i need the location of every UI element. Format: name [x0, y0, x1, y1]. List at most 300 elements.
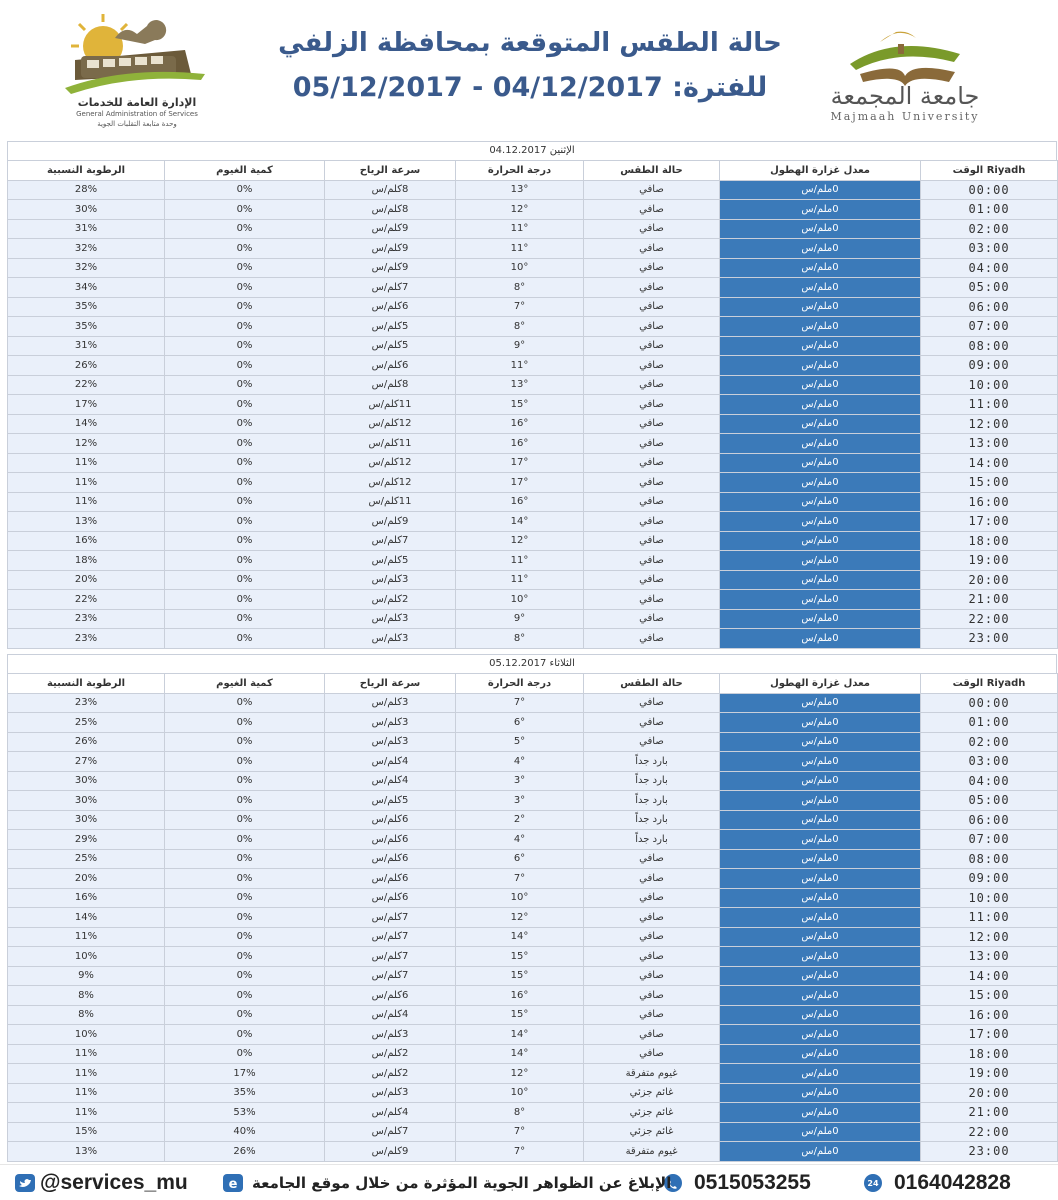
cell-humidity: 8%	[8, 1005, 165, 1025]
cell-rain: 0ملم/س	[720, 869, 921, 889]
table-row	[8, 1083, 1058, 1103]
cell-humidity: 34%	[8, 278, 165, 298]
column-header-temp: درجة الحرارة	[456, 161, 584, 181]
cell-rain: 0ملم/س	[720, 297, 921, 317]
cell-cloud: 0%	[165, 810, 325, 830]
cell-humidity: 20%	[8, 869, 165, 889]
table-row	[8, 473, 1058, 493]
cell-humidity: 9%	[8, 966, 165, 986]
cell-rain: 0ملم/س	[720, 752, 921, 772]
cell-time: 17:00	[921, 1025, 1058, 1045]
forecast-period	[250, 72, 810, 103]
cell-time: 03:00	[921, 239, 1058, 259]
cell-rain: 0ملم/س	[720, 908, 921, 928]
cell-humidity: 30%	[8, 791, 165, 811]
cell-temp: 10°	[456, 590, 584, 610]
cell-rain: 0ملم/س	[720, 1122, 921, 1142]
table-row	[8, 849, 1058, 869]
table-row	[8, 395, 1058, 415]
cell-humidity: 10%	[8, 947, 165, 967]
table-row	[8, 239, 1058, 259]
cell-time: 02:00	[921, 732, 1058, 752]
cell-humidity: 27%	[8, 752, 165, 772]
column-header-time: Riyadh الوقت	[921, 674, 1058, 694]
cell-wind: 3كلم/س	[325, 1025, 456, 1045]
cell-rain: 0ملم/س	[720, 180, 921, 200]
cell-cloud: 0%	[165, 732, 325, 752]
forecast-day-monday	[7, 141, 1057, 649]
cell-wind: 3كلم/س	[325, 713, 456, 733]
cell-temp: 15°	[456, 947, 584, 967]
table-row	[8, 966, 1058, 986]
cell-cloud: 35%	[165, 1083, 325, 1103]
cell-wind: 7كلم/س	[325, 947, 456, 967]
cell-time: 14:00	[921, 966, 1058, 986]
cell-condition: بارد جداً	[584, 830, 720, 850]
cell-time: 09:00	[921, 356, 1058, 376]
cell-wind: 12كلم/س	[325, 473, 456, 493]
cell-time: 13:00	[921, 434, 1058, 454]
cell-condition: صافي	[584, 966, 720, 986]
column-header-condition: حالة الطقس	[584, 674, 720, 694]
cell-temp: 15°	[456, 1005, 584, 1025]
cell-humidity: 30%	[8, 810, 165, 830]
cell-time: 08:00	[921, 849, 1058, 869]
cell-wind: 5كلم/س	[325, 336, 456, 356]
cell-cloud: 0%	[165, 180, 325, 200]
university-name-ar: جامعة المجمعة	[830, 82, 980, 110]
cell-condition: صافي	[584, 551, 720, 571]
cell-humidity: 23%	[8, 629, 165, 649]
cell-wind: 7كلم/س	[325, 1122, 456, 1142]
table-row	[8, 791, 1058, 811]
table-row	[8, 1064, 1058, 1084]
table-row	[8, 810, 1058, 830]
cell-humidity: 11%	[8, 473, 165, 493]
page-footer	[0, 1164, 1058, 1200]
cell-condition: صافي	[584, 609, 720, 629]
phone-number-whatsapp[interactable]: 0515053255	[694, 1171, 811, 1194]
table-row	[8, 297, 1058, 317]
cell-cloud: 0%	[165, 966, 325, 986]
table-row	[8, 200, 1058, 220]
cell-time: 23:00	[921, 1142, 1058, 1162]
cell-humidity: 28%	[8, 180, 165, 200]
cell-cloud: 0%	[165, 531, 325, 551]
cell-condition: صافي	[584, 570, 720, 590]
cell-wind: 9كلم/س	[325, 1142, 456, 1162]
table-row	[8, 986, 1058, 1006]
cell-wind: 5كلم/س	[325, 317, 456, 337]
cell-cloud: 0%	[165, 609, 325, 629]
cell-temp: 8°	[456, 317, 584, 337]
table-row	[8, 531, 1058, 551]
cell-wind: 6كلم/س	[325, 356, 456, 376]
cell-condition: صافي	[584, 473, 720, 493]
cell-time: 15:00	[921, 473, 1058, 493]
cell-rain: 0ملم/س	[720, 200, 921, 220]
cell-humidity: 26%	[8, 732, 165, 752]
cell-condition: صافي	[584, 713, 720, 733]
table-row	[8, 1103, 1058, 1123]
cell-wind: 4كلم/س	[325, 1103, 456, 1123]
university-name-en: Majmaah University	[830, 110, 980, 123]
cell-condition: صافي	[584, 947, 720, 967]
cell-condition: صافي	[584, 239, 720, 259]
cell-cloud: 40%	[165, 1122, 325, 1142]
column-header-cloud: كمية الغيوم	[165, 161, 325, 181]
cell-rain: 0ملم/س	[720, 986, 921, 1006]
cell-cloud: 0%	[165, 869, 325, 889]
cell-cloud: 0%	[165, 473, 325, 493]
cell-cloud: 0%	[165, 219, 325, 239]
cell-wind: 8كلم/س	[325, 375, 456, 395]
table-row	[8, 1005, 1058, 1025]
cell-time: 09:00	[921, 869, 1058, 889]
cell-humidity: 25%	[8, 713, 165, 733]
cell-cloud: 0%	[165, 356, 325, 376]
cell-condition: صافي	[584, 356, 720, 376]
cell-humidity: 17%	[8, 395, 165, 415]
cell-rain: 0ملم/س	[720, 375, 921, 395]
table-row	[8, 180, 1058, 200]
cell-rain: 0ملم/س	[720, 1103, 921, 1123]
cell-time: 07:00	[921, 830, 1058, 850]
cell-condition: صافي	[584, 732, 720, 752]
table-row	[8, 317, 1058, 337]
cell-humidity: 14%	[8, 414, 165, 434]
cell-temp: 11°	[456, 356, 584, 376]
column-header-rain: معدل غزارة الهطول	[720, 674, 921, 694]
phone-number-primary[interactable]: 0164042828	[894, 1171, 1011, 1194]
twitter-handle[interactable]: @services_mu	[40, 1171, 188, 1194]
cell-time: 05:00	[921, 791, 1058, 811]
cell-time: 23:00	[921, 629, 1058, 649]
cell-condition: صافي	[584, 375, 720, 395]
table-row	[8, 414, 1058, 434]
page-title: حالة الطقس المتوقعة بمحافظة الزلفي	[278, 28, 782, 58]
cell-rain: 0ملم/س	[720, 317, 921, 337]
cell-temp: 12°	[456, 531, 584, 551]
cell-rain: 0ملم/س	[720, 570, 921, 590]
table-row	[8, 336, 1058, 356]
cell-temp: 13°	[456, 180, 584, 200]
cell-cloud: 0%	[165, 752, 325, 772]
cell-humidity: 32%	[8, 258, 165, 278]
cell-temp: 12°	[456, 908, 584, 928]
table-header-row	[8, 674, 1058, 694]
cell-temp: 11°	[456, 219, 584, 239]
cell-cloud: 0%	[165, 1025, 325, 1045]
open-book-icon	[850, 32, 960, 86]
cell-condition: صافي	[584, 414, 720, 434]
cell-condition: صافي	[584, 278, 720, 298]
cell-cloud: 0%	[165, 1005, 325, 1025]
cell-cloud: 26%	[165, 1142, 325, 1162]
column-header-humidity: الرطوبة النسبية	[8, 161, 165, 181]
cell-rain: 0ملم/س	[720, 1025, 921, 1045]
cell-wind: 8كلم/س	[325, 200, 456, 220]
cell-temp: 12°	[456, 1064, 584, 1084]
cell-condition: غائم جزئي	[584, 1122, 720, 1142]
table-row	[8, 570, 1058, 590]
cell-temp: 5°	[456, 732, 584, 752]
cell-humidity: 10%	[8, 1025, 165, 1045]
cell-wind: 6كلم/س	[325, 810, 456, 830]
cell-cloud: 0%	[165, 258, 325, 278]
cell-humidity: 20%	[8, 570, 165, 590]
cell-time: 14:00	[921, 453, 1058, 473]
cell-condition: صافي	[584, 258, 720, 278]
cell-wind: 6كلم/س	[325, 830, 456, 850]
cell-cloud: 0%	[165, 986, 325, 1006]
cell-wind: 6كلم/س	[325, 888, 456, 908]
cell-cloud: 0%	[165, 434, 325, 454]
column-header-rain: معدل غزارة الهطول	[720, 161, 921, 181]
period-separator: -	[472, 72, 484, 103]
cell-condition: صافي	[584, 512, 720, 532]
cell-cloud: 0%	[165, 947, 325, 967]
cell-wind: 6كلم/س	[325, 297, 456, 317]
table-row	[8, 732, 1058, 752]
cell-condition: صافي	[584, 986, 720, 1006]
table-row	[8, 375, 1058, 395]
cell-rain: 0ملم/س	[720, 590, 921, 610]
cell-wind: 7كلم/س	[325, 278, 456, 298]
page-header	[0, 0, 1058, 136]
cell-condition: صافي	[584, 629, 720, 649]
cell-time: 19:00	[921, 1064, 1058, 1084]
table-row	[8, 258, 1058, 278]
cell-condition: غيوم متفرقة	[584, 1142, 720, 1162]
cell-condition: صافي	[584, 219, 720, 239]
cell-cloud: 0%	[165, 239, 325, 259]
cell-temp: 14°	[456, 1044, 584, 1064]
period-to: 05/12/2017	[292, 72, 463, 103]
cell-time: 12:00	[921, 927, 1058, 947]
cell-wind: 2كلم/س	[325, 590, 456, 610]
cell-temp: 9°	[456, 609, 584, 629]
table-row	[8, 551, 1058, 571]
column-header-condition: حالة الطقس	[584, 161, 720, 181]
cell-cloud: 0%	[165, 414, 325, 434]
cell-humidity: 16%	[8, 531, 165, 551]
cell-condition: غائم جزئي	[584, 1083, 720, 1103]
cell-time: 13:00	[921, 947, 1058, 967]
cell-condition: غيوم متفرقة	[584, 1064, 720, 1084]
cell-humidity: 11%	[8, 927, 165, 947]
cell-humidity: 25%	[8, 849, 165, 869]
cell-cloud: 0%	[165, 908, 325, 928]
cell-humidity: 16%	[8, 888, 165, 908]
table-row	[8, 947, 1058, 967]
cell-humidity: 8%	[8, 986, 165, 1006]
cell-condition: بارد جداً	[584, 771, 720, 791]
cell-humidity: 11%	[8, 492, 165, 512]
cell-wind: 6كلم/س	[325, 869, 456, 889]
cell-temp: 10°	[456, 258, 584, 278]
cell-cloud: 0%	[165, 629, 325, 649]
cell-cloud: 0%	[165, 512, 325, 532]
cell-wind: 9كلم/س	[325, 258, 456, 278]
cell-rain: 0ملم/س	[720, 693, 921, 713]
table-row	[8, 629, 1058, 649]
cell-temp: 2°	[456, 810, 584, 830]
cell-cloud: 0%	[165, 375, 325, 395]
cell-humidity: 14%	[8, 908, 165, 928]
cell-humidity: 11%	[8, 1044, 165, 1064]
cell-wind: 5كلم/س	[325, 551, 456, 571]
cell-wind: 11كلم/س	[325, 492, 456, 512]
cell-humidity: 15%	[8, 1122, 165, 1142]
forecast-day-tuesday	[7, 654, 1057, 1162]
table-row	[8, 1025, 1058, 1045]
cell-time: 04:00	[921, 258, 1058, 278]
cell-rain: 0ملم/س	[720, 732, 921, 752]
cell-rain: 0ملم/س	[720, 395, 921, 415]
cell-time: 01:00	[921, 200, 1058, 220]
cell-time: 00:00	[921, 180, 1058, 200]
cell-humidity: 32%	[8, 239, 165, 259]
cell-wind: 3كلم/س	[325, 609, 456, 629]
column-header-wind: سرعة الرياح	[325, 161, 456, 181]
cell-condition: صافي	[584, 908, 720, 928]
cell-rain: 0ملم/س	[720, 791, 921, 811]
cell-condition: صافي	[584, 297, 720, 317]
cell-cloud: 0%	[165, 849, 325, 869]
cell-wind: 3كلم/س	[325, 570, 456, 590]
cell-humidity: 31%	[8, 219, 165, 239]
cell-rain: 0ملم/س	[720, 434, 921, 454]
table-row	[8, 1142, 1058, 1162]
cell-rain: 0ملم/س	[720, 1044, 921, 1064]
cell-wind: 7كلم/س	[325, 927, 456, 947]
cell-condition: صافي	[584, 336, 720, 356]
cell-rain: 0ملم/س	[720, 278, 921, 298]
cell-cloud: 0%	[165, 570, 325, 590]
table-row	[8, 512, 1058, 532]
table-row	[8, 752, 1058, 772]
cell-rain: 0ملم/س	[720, 1005, 921, 1025]
cell-humidity: 11%	[8, 453, 165, 473]
cell-wind: 4كلم/س	[325, 752, 456, 772]
services-admin-logo	[55, 8, 220, 130]
table-row	[8, 927, 1058, 947]
cell-cloud: 0%	[165, 693, 325, 713]
services-admin-logo-ar: الإدارة العامة للخدمات	[77, 96, 197, 109]
cell-wind: 3كلم/س	[325, 629, 456, 649]
cell-cloud: 0%	[165, 590, 325, 610]
cell-condition: صافي	[584, 531, 720, 551]
cell-temp: 10°	[456, 888, 584, 908]
forecast-table	[7, 673, 1058, 1162]
cell-condition: صافي	[584, 434, 720, 454]
cell-rain: 0ملم/س	[720, 1142, 921, 1162]
column-header-cloud: كمية الغيوم	[165, 674, 325, 694]
cell-temp: 8°	[456, 1103, 584, 1123]
cell-cloud: 0%	[165, 297, 325, 317]
cell-cloud: 0%	[165, 551, 325, 571]
cell-rain: 0ملم/س	[720, 771, 921, 791]
cell-wind: 7كلم/س	[325, 908, 456, 928]
cell-temp: 11°	[456, 239, 584, 259]
table-row	[8, 492, 1058, 512]
table-header-row	[8, 161, 1058, 181]
phone-24-icon	[862, 1173, 884, 1193]
cell-temp: 4°	[456, 830, 584, 850]
table-row	[8, 609, 1058, 629]
cell-cloud: 0%	[165, 336, 325, 356]
cell-time: 20:00	[921, 1083, 1058, 1103]
cell-condition: صافي	[584, 1044, 720, 1064]
cell-humidity: 18%	[8, 551, 165, 571]
cell-rain: 0ملم/س	[720, 219, 921, 239]
cell-time: 16:00	[921, 1005, 1058, 1025]
table-row	[8, 869, 1058, 889]
cell-time: 06:00	[921, 810, 1058, 830]
cell-condition: صافي	[584, 1025, 720, 1045]
cell-humidity: 23%	[8, 609, 165, 629]
cell-condition: صافي	[584, 693, 720, 713]
cell-temp: 7°	[456, 1142, 584, 1162]
cell-rain: 0ملم/س	[720, 356, 921, 376]
majmaah-university-logo	[810, 14, 1000, 126]
cell-rain: 0ملم/س	[720, 713, 921, 733]
cell-humidity: 23%	[8, 693, 165, 713]
cell-rain: 0ملم/س	[720, 1083, 921, 1103]
cell-rain: 0ملم/س	[720, 239, 921, 259]
cell-humidity: 11%	[8, 1103, 165, 1123]
cell-time: 22:00	[921, 609, 1058, 629]
cell-condition: صافي	[584, 590, 720, 610]
cell-time: 04:00	[921, 771, 1058, 791]
report-weather-text: الإبلاغ عن الظواهر الجوية المؤثرة من خلال موقع الجامعة	[252, 1174, 672, 1192]
cell-condition: بارد جداً	[584, 791, 720, 811]
cell-temp: 14°	[456, 927, 584, 947]
cell-humidity: 11%	[8, 1083, 165, 1103]
cell-temp: 14°	[456, 1025, 584, 1045]
period-from: 04/12/2017	[492, 72, 663, 103]
cell-cloud: 0%	[165, 927, 325, 947]
cell-time: 15:00	[921, 986, 1058, 1006]
forecast-table	[7, 160, 1058, 649]
cell-condition: صافي	[584, 453, 720, 473]
cell-rain: 0ملم/س	[720, 810, 921, 830]
cell-cloud: 0%	[165, 888, 325, 908]
cell-rain: 0ملم/س	[720, 531, 921, 551]
cell-temp: 4°	[456, 752, 584, 772]
cell-wind: 9كلم/س	[325, 512, 456, 532]
table-row	[8, 830, 1058, 850]
table-row	[8, 888, 1058, 908]
cell-time: 05:00	[921, 278, 1058, 298]
cell-rain: 0ملم/س	[720, 512, 921, 532]
cell-temp: 12°	[456, 200, 584, 220]
cell-cloud: 0%	[165, 453, 325, 473]
cell-wind: 6كلم/س	[325, 986, 456, 1006]
cell-temp: 3°	[456, 771, 584, 791]
cell-temp: 15°	[456, 395, 584, 415]
cell-time: 10:00	[921, 375, 1058, 395]
cell-cloud: 0%	[165, 278, 325, 298]
cell-temp: 6°	[456, 849, 584, 869]
cell-condition: صافي	[584, 888, 720, 908]
cell-temp: 16°	[456, 986, 584, 1006]
cell-cloud: 0%	[165, 791, 325, 811]
cell-time: 20:00	[921, 570, 1058, 590]
cell-condition: بارد جداً	[584, 752, 720, 772]
cell-time: 01:00	[921, 713, 1058, 733]
